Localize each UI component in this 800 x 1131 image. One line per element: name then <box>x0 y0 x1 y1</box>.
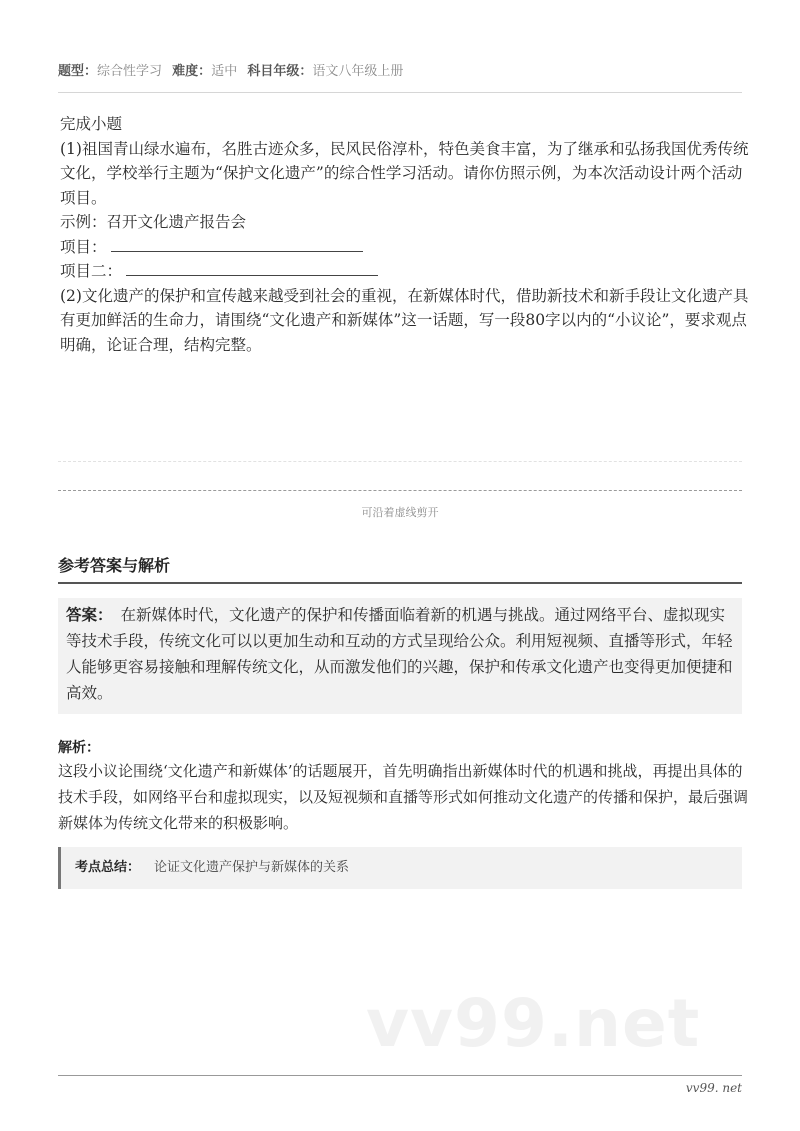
question-example: 示例：召开文化遗产报告会 <box>60 213 247 231</box>
summary-label: 考点总结： <box>75 860 141 875</box>
answer-blank-2[interactable] <box>126 259 378 276</box>
subject-value: 语文八年级上册 <box>312 64 404 79</box>
footer-divider <box>58 1075 742 1076</box>
answer-text: 在新媒体时代，文化遗产的保护和传播面临着新的机遇与挑战。通过网络平台、虚拟现实等技术手段，传统文化可以以更加生动和互动的方式呈现给公众。利用短视频、直播等形式，年轻人能够更容易接触和理解传统文化，从而激发他们的兴趣，保护和传承文化遗产也变得更加便捷和高效。 <box>66 606 733 702</box>
key-point-summary <box>58 847 742 889</box>
cut-line-label: 可沿着虚线剪开 <box>361 506 439 519</box>
footer-site: vv99. net <box>685 1081 742 1095</box>
answer-label: 答案： <box>66 606 113 624</box>
item-1-label: 项目： <box>60 237 107 256</box>
difficulty-value: 适中 <box>211 64 238 79</box>
faint-dashed-divider <box>58 461 742 462</box>
difficulty-label: 难度： <box>172 64 212 79</box>
type-label: 题型： <box>58 64 98 79</box>
subject-label: 科目年级： <box>247 64 313 79</box>
item-2-label: 项目二： <box>60 262 123 280</box>
answer-box <box>58 598 742 714</box>
question-part-2: (2)文化遗产的保护和宣传越来越受到社会的重视，在新媒体时代，借助新技术和新手段让文化遗产具有更加鲜活的生命力，请围绕“文化遗产和新媒体”这一话题，写一段80字以内的“小议论”，要求观点明确，论证合理，结构完整。 <box>60 286 749 354</box>
watermark: vv99.net <box>366 985 701 1062</box>
answer-line-2 <box>60 259 750 284</box>
question-body <box>60 112 750 357</box>
meta-divider <box>58 92 742 93</box>
answer-blank-1[interactable] <box>111 235 363 252</box>
section-divider <box>58 582 742 584</box>
summary-text: 论证文化遗产保护与新媒体的关系 <box>154 860 350 875</box>
reference-section-title: 参考答案与解析 <box>58 556 171 575</box>
type-value: 综合性学习 <box>97 64 163 79</box>
question-part-1: (1)祖国青山绿水遍布，名胜古迹众多，民风民俗淳朴，特色美食丰富，为了继承和弘扬我国优秀传统文化，学校举行主题为“保护文化遗产”的综合性学习活动。请你仿照示例，为本次活动设计两个活动项目。 <box>60 139 749 207</box>
analysis-label: 解析： <box>58 740 100 756</box>
answer-line-1 <box>60 235 750 260</box>
question-intro: 完成小题 <box>60 115 123 133</box>
cut-dashed-line <box>58 490 742 491</box>
question-meta <box>58 62 742 82</box>
analysis-text: 这段小议论围绕‘文化遗产和新媒体’的话题展开，首先明确指出新媒体时代的机遇和挑战，再提出具体的技术手段，如网络平台和虚拟现实，以及短视频和直播等形式如何推动文化遗产的传播和保护，最后强调新媒体为传统文化带来的积极影响。 <box>58 762 749 832</box>
